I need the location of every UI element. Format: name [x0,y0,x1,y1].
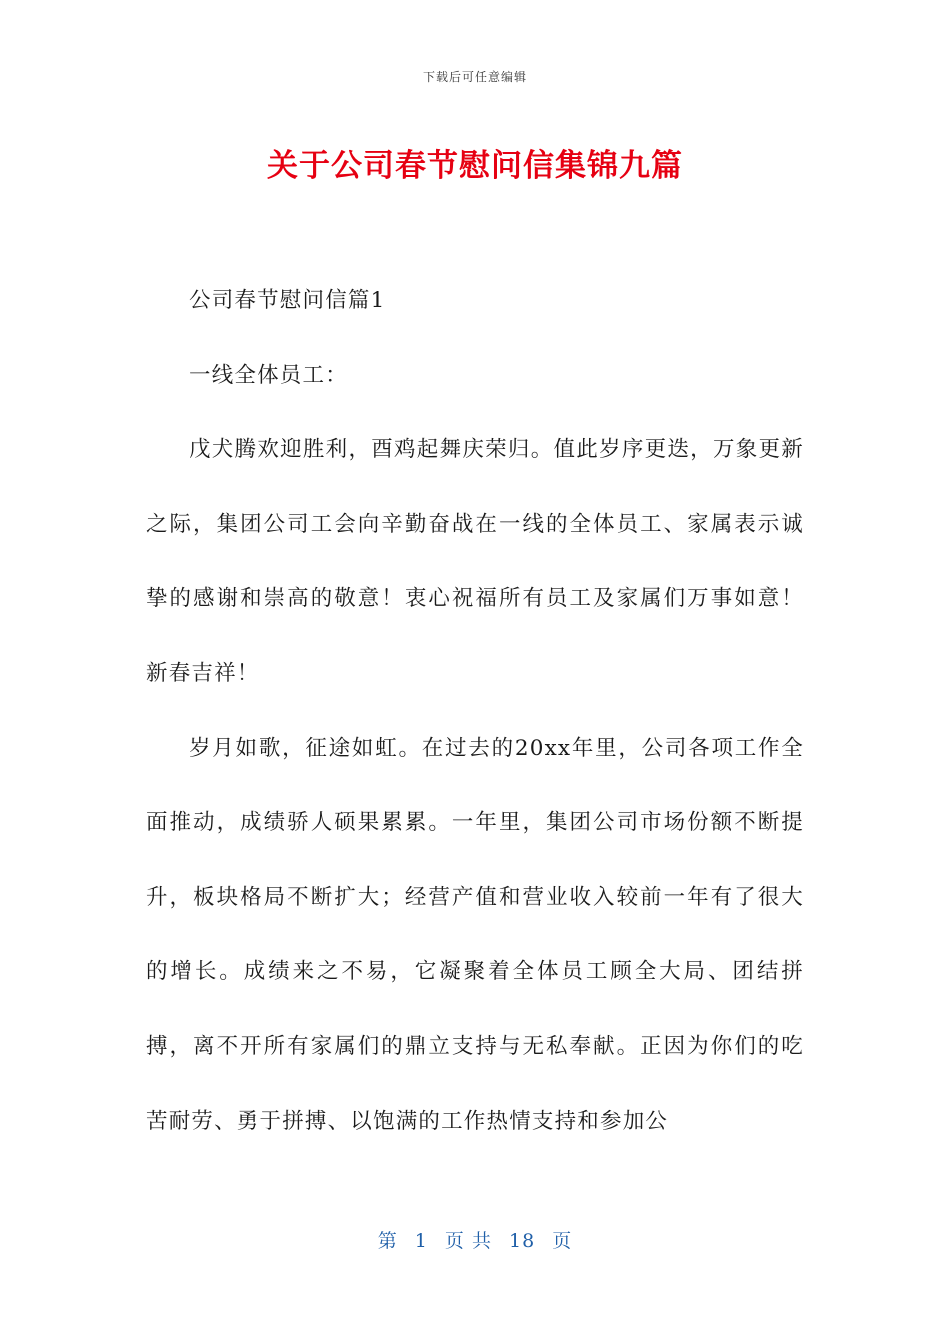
footer-label-of: 页 共 [444,1230,492,1252]
total-page-count: 18 [509,1230,536,1252]
body-paragraph: 岁月如歌，征途如虹。在过去的20xx年里，公司各项工作全面推动，成绩骄人硕果累累。一年里，集团公司市场份额不断提升，板块格局不断扩大；经营产值和营业收入较前一年有了很大的增长。成绩来之不易，它凝聚着全体员工顾全大局、团结拼搏，离不开所有家属们的鼎立支持与无私奉献。正因为你们的吃苦耐劳、勇于拼搏、以饱满的工作热情支持和参加公 [146,735,804,1134]
page-footer [0,1226,950,1253]
body-paragraph: 戊犬腾欢迎胜利，酉鸡起舞庆荣归。值此岁序更迭，万象更新之际，集团公司工会向辛勤奋战在一线的全体员工、家属表示诚挚的感谢和崇高的敬意！衷心祝福所有员工及家属们万事如意！新春吉祥！ [146,437,804,686]
salutation: 一线全体员工： [189,362,348,388]
footer-label-pages: 页 [552,1230,573,1252]
current-page-number: 1 [414,1230,428,1252]
document-body [146,264,804,1159]
header-note: 下载后可任意编辑 [422,70,527,84]
document-title: 关于公司春节慰问信集锦九篇 [267,148,683,184]
section-heading: 公司春节慰问信篇1 [189,288,386,313]
footer-label-page: 第 [377,1230,398,1252]
